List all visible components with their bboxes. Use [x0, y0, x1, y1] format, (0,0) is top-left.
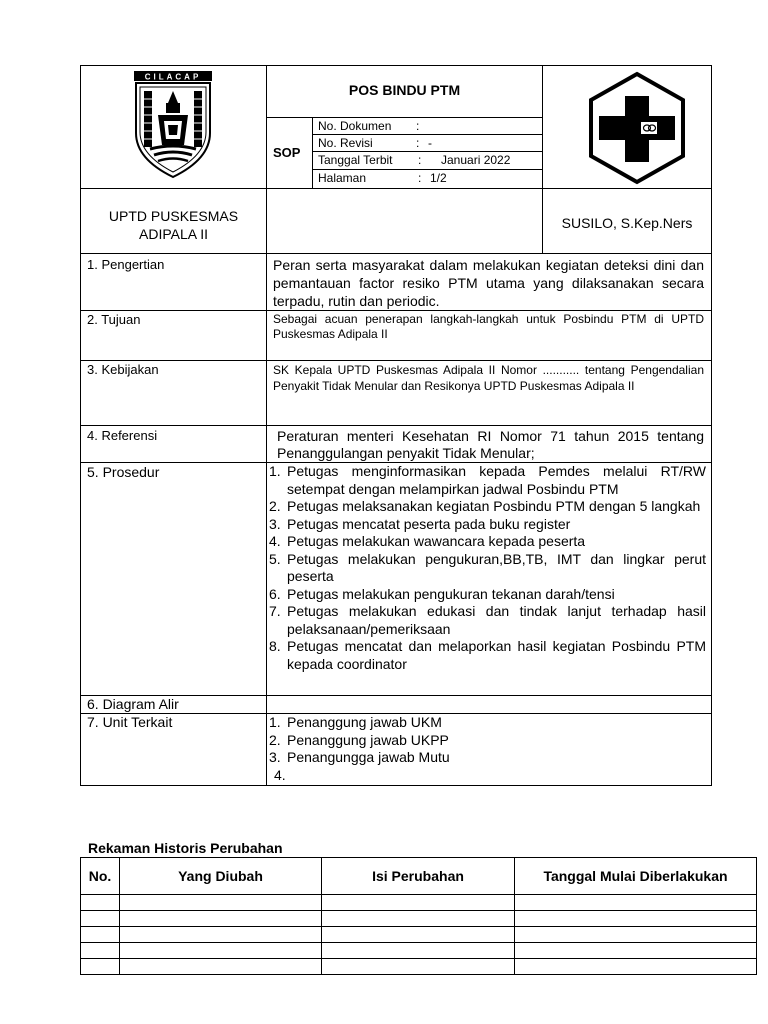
- table-cell[interactable]: [322, 895, 515, 911]
- list-item-number: 1.: [269, 463, 281, 479]
- table-row: [81, 927, 757, 943]
- table-cell[interactable]: [322, 959, 515, 975]
- list-item-number: 5.: [269, 550, 281, 567]
- list-item: [269, 586, 706, 604]
- org-name-line1: UPTD PUSKESMAS: [108, 208, 239, 224]
- doc-field-label: No. Revisi: [318, 136, 373, 150]
- table-row: [81, 943, 757, 959]
- list-item: [269, 533, 706, 551]
- list-item-text: Petugas melakukan edukasi dan tindak lanjut terhadap hasil pelaksanaan/pemeriksaan: [287, 603, 706, 637]
- list-item-number: 2.: [269, 731, 281, 748]
- list-item-number: 8.: [269, 638, 281, 654]
- doc-field-sep: :: [416, 119, 420, 133]
- history-title: Rekaman Historis Perubahan: [88, 840, 283, 856]
- section-text-pengertian: Peran serta masyarakat dalam melakukan kegiatan deteksi dini dan pemantauan factor resiko PTM utama yang dilaksanakan secara terpadu, rutin dan periodic.: [273, 257, 704, 309]
- signatory-name: SUSILO, S.Kep.Ners: [561, 215, 693, 231]
- table-row: [81, 959, 757, 975]
- list-item: [269, 463, 706, 498]
- doc-field-sep: :: [418, 171, 422, 185]
- list-item-text: Petugas melakukan pengukuran tekanan darah/tensi: [287, 585, 615, 602]
- section-label-tujuan: 2. Tujuan: [87, 312, 141, 327]
- cilacap-regency-emblem-icon: [128, 69, 218, 181]
- doc-field-sep: :: [416, 136, 420, 150]
- list-item-text: Penanggung jawab UKPP: [287, 731, 449, 748]
- list-item-text: Petugas mencatat peserta pada buku register: [287, 515, 571, 532]
- table-cell[interactable]: [515, 943, 757, 959]
- list-item-number: 3.: [269, 749, 281, 765]
- org-name-line2: ADIPALA II: [139, 226, 208, 242]
- list-item-text: Petugas melaksanakan kegiatan Posbindu PTM dengan 5 langkah: [287, 498, 701, 514]
- list-item: [269, 551, 706, 586]
- table-cell[interactable]: [322, 927, 515, 943]
- document-title: POS BINDU PTM: [348, 82, 461, 98]
- table-cell[interactable]: [120, 943, 322, 959]
- table-cell[interactable]: [515, 911, 757, 927]
- table-cell[interactable]: [515, 895, 757, 911]
- history-col-yang-diubah: Yang Diubah: [120, 858, 322, 895]
- list-item: [269, 603, 706, 638]
- list-item-text: Penanggung jawab UKM: [287, 714, 442, 730]
- table-cell[interactable]: [81, 943, 120, 959]
- doc-field-sep: :: [418, 153, 422, 167]
- table-cell[interactable]: [81, 895, 120, 911]
- table-cell[interactable]: [322, 911, 515, 927]
- list-item-number: 4.: [274, 766, 286, 783]
- list-item: [269, 498, 706, 516]
- list-item: [269, 732, 706, 750]
- doc-field-value: Januari 2022: [441, 153, 511, 167]
- table-cell[interactable]: [120, 927, 322, 943]
- list-item: [269, 714, 706, 732]
- doc-field-value: 1/2: [430, 171, 447, 185]
- section-label-referensi: 4. Referensi: [87, 428, 158, 443]
- history-header-row: [81, 858, 757, 895]
- doc-field-label: Halaman: [318, 171, 367, 185]
- doc-field-value: -: [428, 136, 432, 150]
- list-item-number: 2.: [269, 498, 281, 514]
- section-label-unit-terkait: 7. Unit Terkait: [87, 714, 173, 730]
- list-item-number: 7.: [269, 603, 281, 619]
- table-cell[interactable]: [515, 927, 757, 943]
- section-text-tujuan: Sebagai acuan penerapan langkah-langkah untuk Posbindu PTM di UPTD Puskesmas Adipala II: [273, 312, 704, 341]
- emblem-text: CILACAP: [144, 72, 202, 82]
- list-item-number: 6.: [269, 585, 281, 602]
- list-item: [269, 638, 706, 673]
- procedure-list: [269, 463, 706, 673]
- list-item-text: Petugas menginformasikan kepada Pemdes melalui RT/RW setempat dengan melampirkan jadwal Posbindu PTM: [287, 463, 706, 497]
- unit-list: [269, 714, 706, 784]
- table-cell[interactable]: [515, 959, 757, 975]
- health-cross-hexagon-icon: [585, 70, 689, 186]
- list-item-number: 1.: [269, 714, 281, 730]
- table-cell[interactable]: [120, 959, 322, 975]
- list-item-text: Petugas melakukan wawancara kepada peserta: [287, 533, 586, 549]
- section-label-prosedur: 5. Prosedur: [87, 464, 160, 480]
- list-item-text: Petugas mencatat dan melaporkan hasil kegiatan Posbindu PTM kepada coordinator: [287, 638, 706, 672]
- table-cell[interactable]: [120, 895, 322, 911]
- table-row: [81, 895, 757, 911]
- list-item-text: Petugas melakukan pengukuran,BB,TB, IMT dan lingkar perut peserta: [287, 550, 706, 584]
- history-col-no: No.: [81, 858, 120, 895]
- history-table: [80, 857, 757, 975]
- list-item-number: 4.: [269, 533, 281, 549]
- list-item-number: 3.: [269, 515, 281, 532]
- section-label-kebijakan: 3. Kebijakan: [87, 362, 159, 377]
- table-cell[interactable]: [81, 927, 120, 943]
- doc-field-label: No. Dokumen: [318, 119, 392, 133]
- table-cell[interactable]: [81, 959, 120, 975]
- list-item: [269, 767, 706, 785]
- list-item: [269, 516, 706, 534]
- table-cell[interactable]: [322, 943, 515, 959]
- history-col-isi-perubahan: Isi Perubahan: [322, 858, 515, 895]
- section-label-pengertian: 1. Pengertian: [87, 257, 165, 272]
- table-cell[interactable]: [81, 911, 120, 927]
- table-row: [81, 911, 757, 927]
- list-item-text: Penangungga jawab Mutu: [287, 749, 450, 765]
- doc-field-label: Tanggal Terbit: [318, 153, 393, 167]
- org-name: [81, 207, 266, 243]
- list-item: [269, 749, 706, 767]
- table-cell[interactable]: [120, 911, 322, 927]
- section-text-referensi: Peraturan menteri Kesehatan RI Nomor 71 tahun 2015 tentang Penanggulangan penyakit Tidak Menular;: [277, 428, 704, 461]
- section-label-diagram-alir: 6. Diagram Alir: [87, 696, 179, 712]
- section-text-kebijakan: SK Kepala UPTD Puskesmas Adipala II Nomor ........... tentang Pengendalian Penyakit Tidak Menular dan Resikonya UPTD Puskesmas Adipala II: [273, 363, 704, 393]
- sop-label: SOP: [273, 145, 301, 160]
- history-col-tanggal: Tanggal Mulai Diberlakukan: [515, 858, 757, 895]
